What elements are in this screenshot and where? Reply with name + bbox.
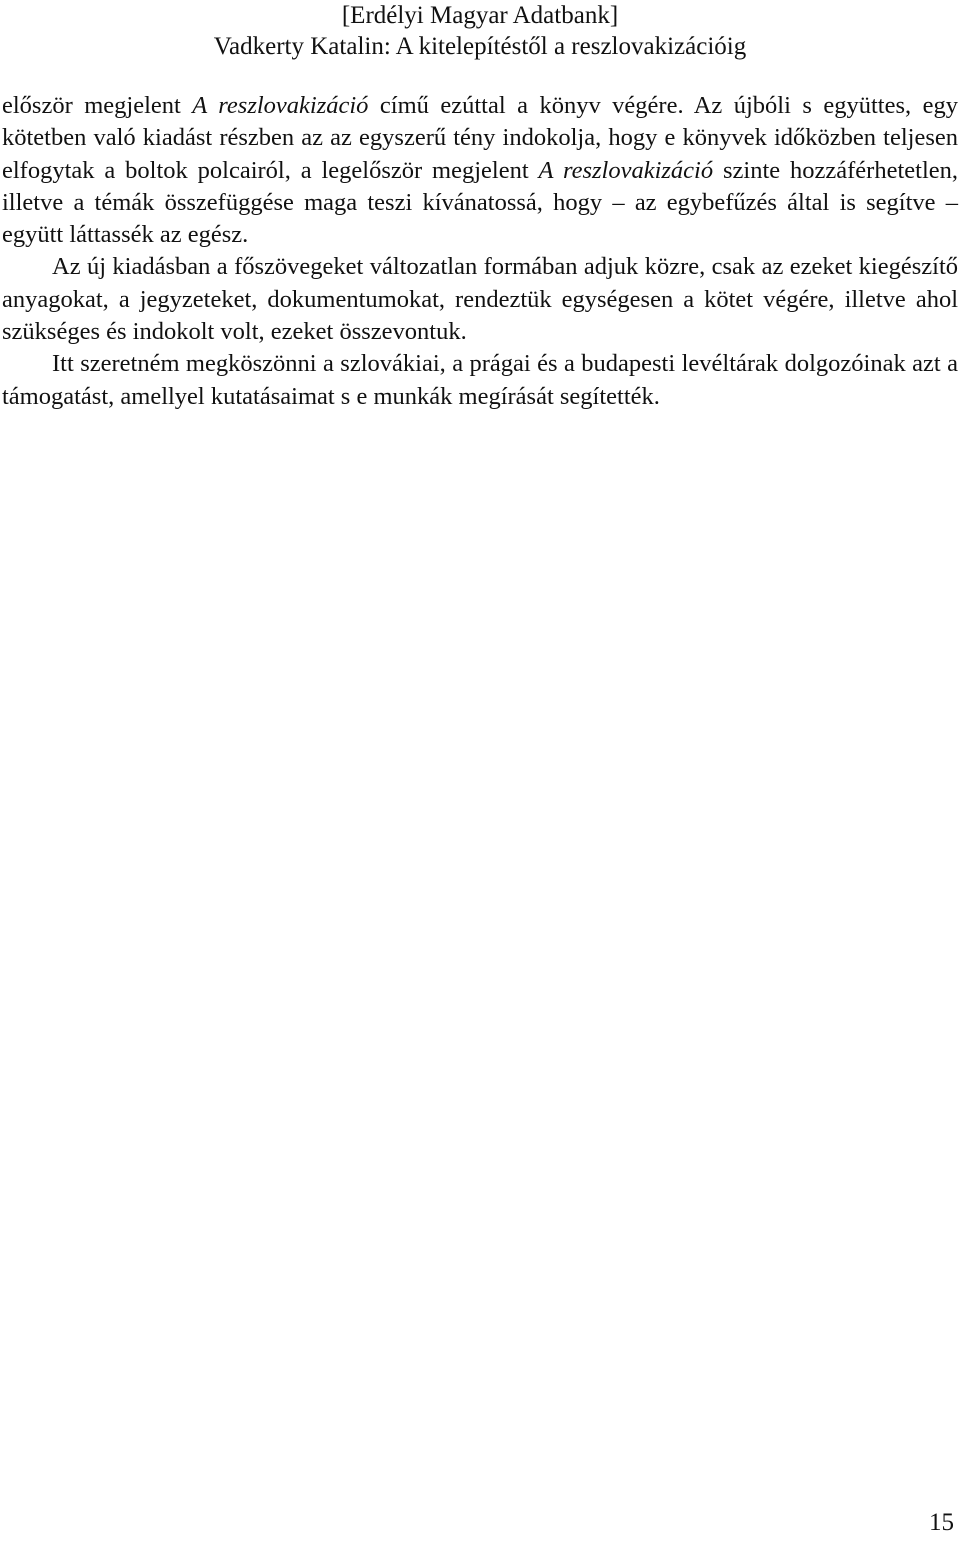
paragraph-3: Itt szeretném megköszönni a szlovákiai, a prágai és a budapesti levéltárak dolgozóinak azt a támogatást, amellyel kutatásaimat s e munkák megírását segítették.: [2, 350, 958, 410]
paragraph-2: Az új kiadásban a főszövegeket változatlan formában adjuk közre, csak az ezeket kiegészítő anyagokat, a jegyzeteket, dokumentumokat, rendeztük egységesen a kötet végére, illetve ahol szükséges és indokolt volt, ezeket összevontuk.: [2, 253, 958, 346]
header-source: [Erdélyi Magyar Adatbank]: [341, 2, 619, 29]
paragraph-1-text-b: című ezúttal a könyv végére. Az újbóli s együttes, egy kötetben való kiadást részben az az egyszerű tény indokolja, hogy e könyvek időközben teljesen elfogytak a boltok polcairól, a legelőször megjelent: [2, 92, 958, 184]
book-title-italic: A reszlovakizáció: [538, 156, 714, 184]
paragraph-1: [2, 90, 958, 251]
header-title: Vadkerty Katalin: A kitelepítéstől a reszlovakizációig: [213, 33, 747, 60]
page-header: [0, 0, 960, 62]
paragraph-1-text-c: szinte hozzáférhetetlen, illetve a témák összefüggése maga teszi kívánatossá, hogy – az egybefűzés által is segítve – együtt láttassék az egész.: [2, 156, 959, 249]
book-title-italic: A reszlovakizáció: [192, 92, 369, 119]
page-number: 15: [929, 1509, 954, 1536]
body-text: [2, 90, 958, 413]
paragraph-1-text-a: először megjelent: [2, 92, 193, 119]
